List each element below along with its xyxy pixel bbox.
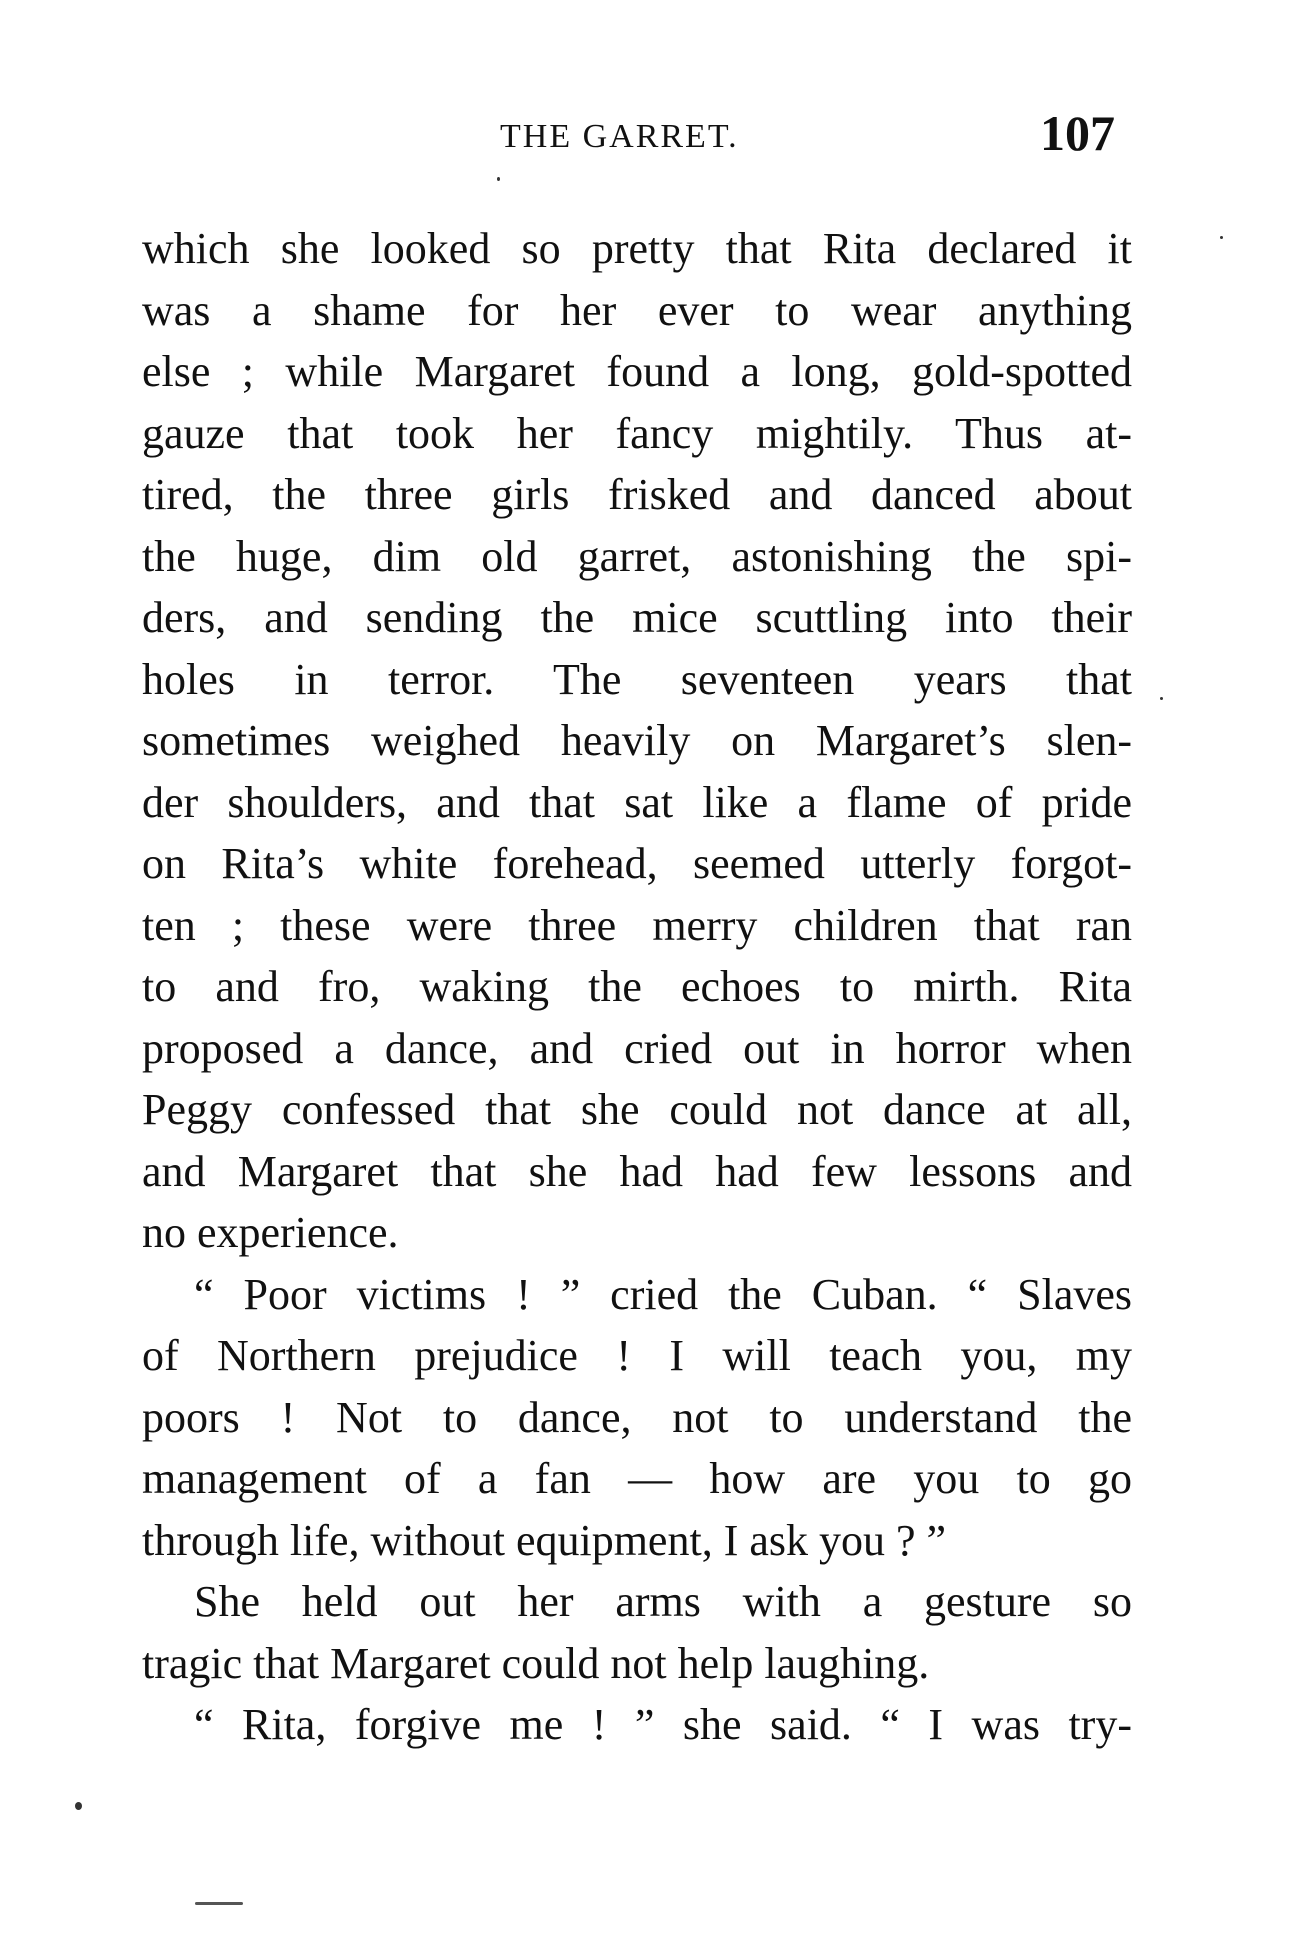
paragraph-end-line: no experience.	[142, 1208, 399, 1257]
text-line: was a shame for her ever to wear anything	[142, 285, 1132, 335]
text-line: “ Poor victims ! ” cried the Cuban. “ Slaves	[194, 1269, 1132, 1319]
scan-speck	[497, 177, 500, 181]
scan-speck	[1220, 236, 1223, 239]
text-line: poors ! Not to dance, not to understand the	[142, 1392, 1132, 1442]
body-text	[142, 218, 1132, 1756]
text-line: holes in terror. The seventeen years that	[142, 654, 1132, 704]
text-line: gauze that took her fancy mightily. Thus at-	[142, 408, 1132, 458]
text-line: She held out her arms with a gesture so	[194, 1577, 1132, 1626]
paragraph-end-line: through life, without equipment, I ask you ? ”	[142, 1515, 947, 1565]
text-line: proposed a dance, and cried out in horror when	[142, 1023, 1132, 1073]
text-line: to and fro, waking the echoes to mirth. Rita	[142, 962, 1132, 1011]
running-title: THE GARRET.	[500, 118, 739, 155]
text-line: the huge, dim old garret, astonishing the spi-	[142, 531, 1132, 581]
text-line: and Margaret that she had had few lessons and	[142, 1146, 1132, 1196]
page-number: 107	[1040, 105, 1115, 161]
text-line: else ; while Margaret found a long, gold-spotted	[142, 347, 1132, 396]
text-line: management of a fan — how are you to go	[142, 1454, 1132, 1503]
text-line: “ Rita, forgive me ! ” she said. “ I was try-	[194, 1700, 1132, 1749]
paragraph-end-line: tragic that Margaret could not help laughing.	[142, 1638, 930, 1688]
text-line: Peggy confessed that she could not dance at all,	[142, 1085, 1132, 1134]
text-line: which she looked so pretty that Rita declared it	[142, 224, 1132, 273]
text-line: tired, the three girls frisked and danced about	[142, 470, 1132, 519]
text-line: der shoulders, and that sat like a flame of pride	[142, 777, 1132, 827]
scan-speck	[1160, 697, 1163, 700]
scan-speck	[75, 1802, 82, 1810]
text-line: sometimes weighed heavily on Margaret’s slen-	[142, 716, 1132, 765]
text-line: ders, and sending the mice scuttling into their	[142, 593, 1132, 642]
text-line: ten ; these were three merry children that ran	[142, 900, 1132, 950]
text-line: on Rita’s white forehead, seemed utterly forgot-	[142, 839, 1132, 888]
scan-speck	[195, 1902, 243, 1905]
text-line: of Northern prejudice ! I will teach you, my	[142, 1331, 1132, 1380]
